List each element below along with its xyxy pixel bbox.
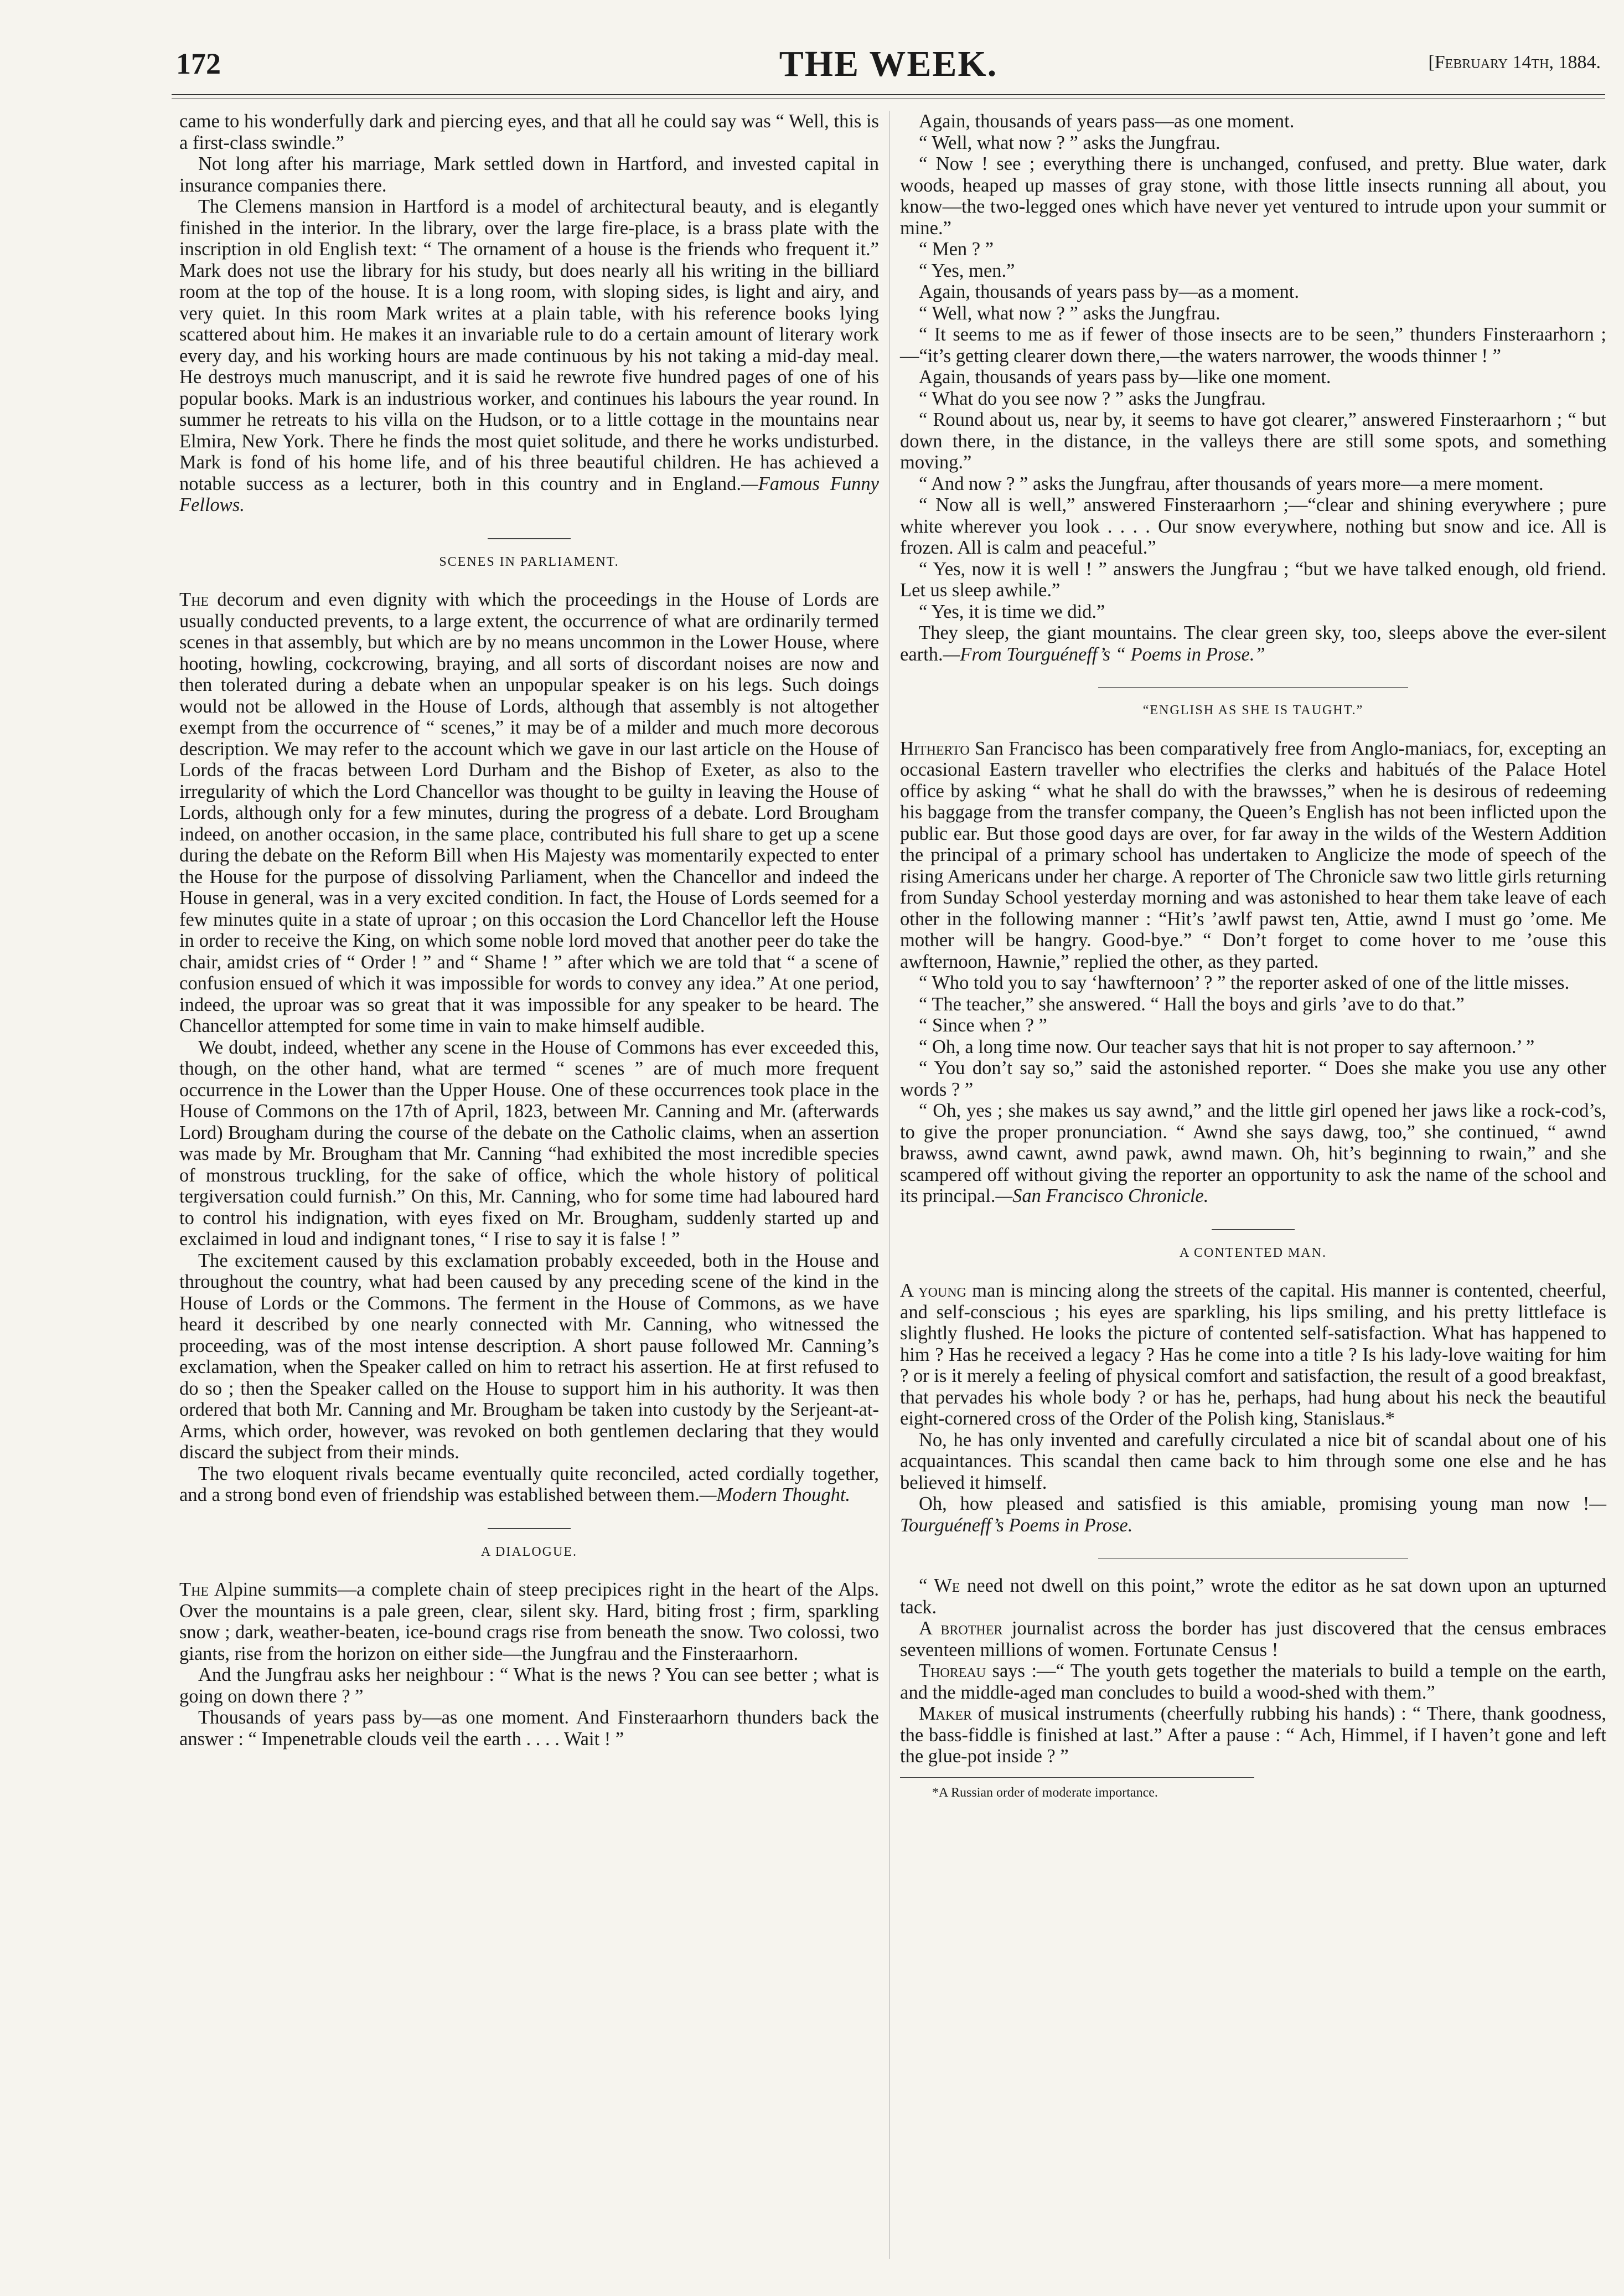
english-paragraph: “ Oh, a long time now. Our teacher says that hit is not proper to say afternoon.’ ” [919, 1036, 1535, 1057]
parliament-paragraph: We doubt, indeed, whether any scene in the House of Commons has ever exceeded this, though, on the other hand, what are termed “ scenes ” are of much more frequent occurrence in the Lower than the Upper House. One of these occurrences took place in the House of Commons on the 17th of April, 1823, between Mr. Canning and Mr. (afterwards Lord) Brougham during the course of the debate on the Catholic claims, when an assertion was made by Mr. Brougham that Mr. Canning “had exhibited the most incredible species of monstrous truckling, for the sake of office, which the whole history of political tergiversation could furnish.” On this, Mr. Canning, who for some time had laboured hard to control his indignation, with eyes fixed on Mr. Brougham, suddenly started up and exclaimed in loud and indignant tones, “ I rise to say it is false ! ” [179, 1036, 879, 1250]
english-source: —San Francisco Chronicle. [995, 1185, 1209, 1206]
twain-paragraph: came to his wonderfully dark and piercing eyes, and that all he could say was “ Well, this is a first-class swindle.” [179, 111, 879, 153]
parliament-source: —Modern Thought. [699, 1484, 851, 1505]
dialogue-paragraph: And the Jungfrau asks her neighbour : “ What is the news ? You can see better ; what is going on down there ? ” [179, 1664, 879, 1707]
dialogue-paragraph: Thousands of years pass by—as one moment. And Finsteraarhorn thunders back the answer : “ Impenetrable clouds veil the earth . . . . Wait ! ” [179, 1707, 879, 1750]
dialogue-line: Again, thousands of years pass by—like one moment. [919, 367, 1331, 388]
lead-word: Thoreau [919, 1660, 986, 1681]
short-paragraph [900, 1660, 1606, 1703]
lead-word: A young [900, 1280, 966, 1301]
section-rule [488, 1528, 571, 1529]
english-paragraph: “ The teacher,” she answered. “ Hall the boys and girls ’ave to do that.” [919, 993, 1465, 1015]
parliament-paragraph [179, 1463, 879, 1506]
footnote: *A Russian order of moderate importance. [932, 1785, 1158, 1800]
section-rule [1098, 1558, 1408, 1559]
paragraph-text: The two eloquent rivals became eventually quite reconciled, acted cordially together, and a strong bond even of friendship was established between them. [179, 1463, 879, 1505]
dialogue-line: “ Well, what now ? ” asks the Jungfrau. [919, 132, 1220, 153]
section-title: SCENES IN PARLIAMENT. [439, 554, 619, 569]
dialogue-line [900, 622, 1606, 665]
lead-word: “ We [919, 1575, 960, 1596]
dialogue-text: They sleep, the giant mountains. The clear green sky, too, sleeps above the ever-silent earth. [900, 622, 1606, 665]
english-paragraph: “ Since when ? ” [919, 1015, 1047, 1036]
paragraph-text: Alpine summits—a complete chain of steep precipices right in the heart of the Alps. Over the mountains is a pale green, clear, silent sky. Hard, biting frost ; firm, sparkling snow ; dark, weather-beaten, ice-bound crags rise from beneath the snow. Two colossi, two giants, rise from the horizon on either side—the Jungfrau and the Finsteraarhorn. [179, 1579, 879, 1664]
right-column [900, 111, 1606, 1801]
short-paragraph [900, 1618, 1606, 1660]
section-divider [900, 1558, 1606, 1559]
english-paragraph [900, 1100, 1606, 1207]
parliament-paragraph: The excitement caused by this exclamation probably exceeded, both in the House and throughout the country, what had been caused by any preceding scene of the kind in the House of Lords or the Commons. The ferment in the House of Commons, as we have heard it described by one nearly connected with Mr. Canning, who witnessed the proceeding, was of the most intense description. A short pause followed Mr. Canning’s exclamation, when the Speaker called on him to retract his assertion. He at first refused to do so ; then the Speaker called on the House to support him in his authority. It was then ordered that both Mr. Canning and Mr. Brougham be taken into custody by the Serjeant-at-Arms, which order, however, was revoked on both gentlemen declaring that they would discard the subject from their minds. [179, 1250, 879, 1463]
dialogue-line: “ Yes, men.” [919, 260, 1015, 281]
paragraph-text: San Francisco has been comparatively free from Anglo-maniacs, for, excepting an occasional Eastern traveller who electrifies the clerks and habitués of the Palace Hotel office by asking “ what he shall do with the brawsses,” when he is desirous of redeeming his baggage from the transfer company, the Queen’s English has not been inflicted upon the public ear. But those good days are over, for far away in the wilds of the Western Addition the principal of a primary school has undertaken to Anglicize the mode of speech of the rising Americans under her charge. A reporter of The Chronicle saw two little girls returning from Sunday School yesterday morning and was astonished to hear them take leave of each other in the following manner : “Hit’s ’awlf pawst ten, Attie, awnd I must go ’ome. Me mother will be hangry. Good-bye.” “ Don’t forget to come hover to me ’ouse this awfternoon, Hawnie,” replied the other, as they parted. [900, 737, 1606, 972]
twain-text: The Clemens mansion in Hartford is a model of architectural beauty, and is elegantly finished in the interior. In the library, over the large fire-place, is a brass plate with the inscription in old English text: “ The ornament of a house is the friends who frequent it.” Mark does not use the library for his study, but does nearly all his writing in the billiard room at the top of the house. It is a long room, with sloping sides, is light and airy, and very quiet. In this room Mark writes at a plain table, with his reference books lying scattered about him. He makes it an invariable rule to do a certain amount of literary work every day, and his working hours are made continuous by his not taking a mid-day meal. He destroys much manuscript, and it is said he rewrote five hundred pages of one of his popular books. Mark is an industrious worker, and continues his labours the year round. In summer he retreats to his villa on the Hudson, or to a little cottage in the mountains near Elmira, New York. There he finds the most quiet solitude, and there he works undisturbed. Mark is fond of his home life, and of his three beautiful children. He has achieved a notable success as a lecturer, both in this country and in England. [179, 196, 879, 494]
section-heading-contented [900, 1229, 1606, 1264]
twain-paragraph: Not long after his marriage, Mark settled down in Hartford, and invested capital in insurance companies there. [179, 153, 879, 196]
section-heading-dialogue [179, 1528, 879, 1563]
section-heading-english [900, 687, 1606, 721]
english-paragraph: “ You don’t say so,” said the astonished reporter. “ Does she make you use any other words ? ” [900, 1057, 1606, 1100]
paragraph-text: journalist across the border has just discovered that the census embraces seventeen millions of women. Fortunate Census ! [900, 1618, 1606, 1660]
dialogue-line: “ Now ! see ; everything there is unchanged, confused, and pretty. Blue water, dark woods, heaped up masses of gray stone, with those little insects running all about, you know—the two-legged ones which have never yet ventured to intrude upon your summit or mine.” [900, 153, 1606, 239]
dialogue-line: “ Men ? ” [919, 239, 994, 260]
contented-paragraph [900, 1493, 1606, 1536]
lead-word: Hitherto [900, 737, 970, 759]
english-paragraph: “ Who told you to say ‘hawfternoon’ ? ” the reporter asked of one of the little misses. [919, 972, 1570, 993]
dialogue-line: Again, thousands of years pass by—as a moment. [919, 281, 1300, 302]
dialogue-line: “ Yes, it is time we did.” [919, 601, 1105, 622]
paragraph-text: need not dwell on this point,” wrote the editor as he sat down upon an upturned tack. [900, 1575, 1606, 1618]
section-rule [1212, 1229, 1295, 1230]
dialogue-line: Again, thousands of years pass—as one moment. [919, 111, 1295, 132]
contented-paragraph: No, he has only invented and carefully circulated a nice bit of scandal about one of his acquaintances. This scandal then came back to him through some one else and he has believed it himself. [900, 1429, 1606, 1493]
paragraph-text: says :—“ The youth gets together the materials to build a temple on the earth, and the middle-aged man concludes to build a wood-shed with them.” [900, 1660, 1606, 1703]
section-title: A DIALOGUE. [481, 1544, 577, 1559]
paragraph-text: Oh, how pleased and satisfied is this amiable, promising young man now ! [919, 1493, 1590, 1514]
header-rule-secondary [172, 98, 1605, 99]
page-header [176, 43, 1601, 87]
dialogue-line: “ Now all is well,” answered Finsteraarhorn ;—“clear and shining everywhere ; pure white wherever you look . . . . Our snow everywhere, nothing but snow and ice. All is frozen. All is calm and peaceful.” [900, 494, 1606, 558]
lead-word: Maker [919, 1703, 973, 1724]
dialogue-line: “ Yes, now it is well ! ” answers the Jungfrau ; “but we have talked enough, old friend. Let us sleep awhile.” [900, 558, 1606, 601]
dialogue-line: “ And now ? ” asks the Jungfrau, after thousands of years more—a mere moment. [919, 473, 1544, 494]
section-heading-parliament [179, 538, 879, 573]
page-number: 172 [176, 47, 221, 80]
dialogue-paragraph [179, 1579, 879, 1664]
dialogue-line: “ What do you see now ? ” asks the Jungfrau. [919, 388, 1266, 409]
footnote-rule [900, 1777, 1254, 1778]
dialogue-line: “ Round about us, near by, it seems to have got clearer,” answered Finsteraarhorn ; “ but down there, in the distance, in the valleys there are still some spots, and something moving.” [900, 409, 1606, 473]
english-paragraph [900, 738, 1606, 973]
short-paragraph [900, 1575, 1606, 1618]
dialogue-line: “ Well, what now ? ” asks the Jungfrau. [919, 302, 1220, 324]
contented-source: —Tourguéneff’s Poems in Prose. [900, 1493, 1606, 1536]
dialogue-line: “ It seems to me as if fewer of those insects are to be seen,” thunders Finsteraarhorn ;—“it’s getting clearer down there,—the waters narrower, the woods thinner ! ” [900, 324, 1606, 367]
short-paragraph [900, 1703, 1606, 1767]
section-title: “ENGLISH AS SHE IS TAUGHT.” [1142, 703, 1364, 718]
parliament-paragraph [179, 589, 879, 1037]
paragraph-text: decorum and even dignity with which the proceedings in the House of Lords are usually conducted prevents, to a large extent, the occurrence of what are ordinarily termed scenes in that assembly, but which are by no means uncommon in the Lower House, where hooting, howling, cockcrowing, braying, and all sorts of discordant noises are now and then tolerated during a debate when an unpopular speaker is on his legs. Such doings would not be allowed in the House of Lords, although that assembly is not altogether exempt from the occurrence of “ scenes,” it may be of a milder and much more decorous description. We may refer to the account which we gave in our last article on the House of Lords of the fracas between Lord Durham and the Bishop of Exeter, as also to the irregularity of which the Lord Chancellor was thought to be guilty in leaving the House of Lords, although only for a few minutes, during the progress of a debate. Lord Brougham indeed, on another occasion, in the same place, contributed his full share to get up a scene during the debate on the Reform Bill when His Majesty was momentarily expected to enter the House for the purpose of dissolving Parliament, when the Chancellor and indeed the House in general, was in a very excited condition. In fact, the House of Lords seemed for a few minutes quite in a state of uproar ; on this occasion the Lord Chancellor left the House in order to receive the King, on which some noble lord moved that another peer do take the chair, amidst cries of “ Order ! ” and “ Shame ! ” after which we are told that “ a scene of confusion ensued of which it was impossible for words to convey any idea.” At one period, indeed, the uproar was so great that it was impossible for any speaker to be heard. The Chancellor attempted for some time in vain to make himself audible. [179, 589, 879, 1036]
lead-word: The [179, 589, 209, 610]
left-column [179, 111, 879, 1750]
dialogue-source: —From Tourguéneff’s “ Poems in Prose.” [943, 643, 1265, 665]
contented-paragraph [900, 1280, 1606, 1430]
paragraph-text: of musical instruments (cheerfully rubbing his hands) : “ There, thank goodness, the bass-fiddle is finished at last.” After a pause : “ Ach, Himmel, if I haven’t gone and left the glue-pot inside ? ” [900, 1703, 1606, 1767]
paragraph-text: “ Oh, yes ; she makes us say awnd,” and the little girl opened her jaws like a rock-cod’s, to give the proper pronunciation. “ Awnd she says dawg, too,” she continued, “ awnd brawss, awnd cawnt, awnd pawk, awnd mawn. Oh, hit’s beginning to rwain,” and she scampered off without giving the reporter an opportunity to ask the name of the school and its principal. [900, 1100, 1606, 1206]
header-rule [172, 94, 1605, 95]
lead-word: A brother [919, 1618, 1003, 1639]
twain-source: —Famous Funny Fellows. [179, 473, 879, 515]
lead-word: The [179, 1579, 209, 1600]
section-rule [1098, 687, 1408, 688]
section-title: A CONTENTED MAN. [1180, 1245, 1327, 1260]
twain-paragraph [179, 196, 879, 516]
section-rule [488, 538, 571, 539]
masthead: THE WEEK. [779, 44, 998, 84]
issue-date: [February 14th, 1884. [1428, 52, 1601, 73]
paragraph-text: man is mincing along the streets of the capital. His manner is contented, cheerful, and self-conscious ; his eyes are sparkling, his lips smiling, and his pretty littleface is slightly flushed. He looks the picture of contented self-satisfaction. What has happened to him ? Has he received a legacy ? Has he come into a title ? Is his lady-love waiting for him ? or is it merely a feeling of physical comfort and satisfaction, the result of a good breakfast, that pervades his whole body ? or has he, perhaps, had hung about his neck the beautiful eight-cornered cross of the Order of the Polish king, Stanislaus.* [900, 1280, 1606, 1429]
